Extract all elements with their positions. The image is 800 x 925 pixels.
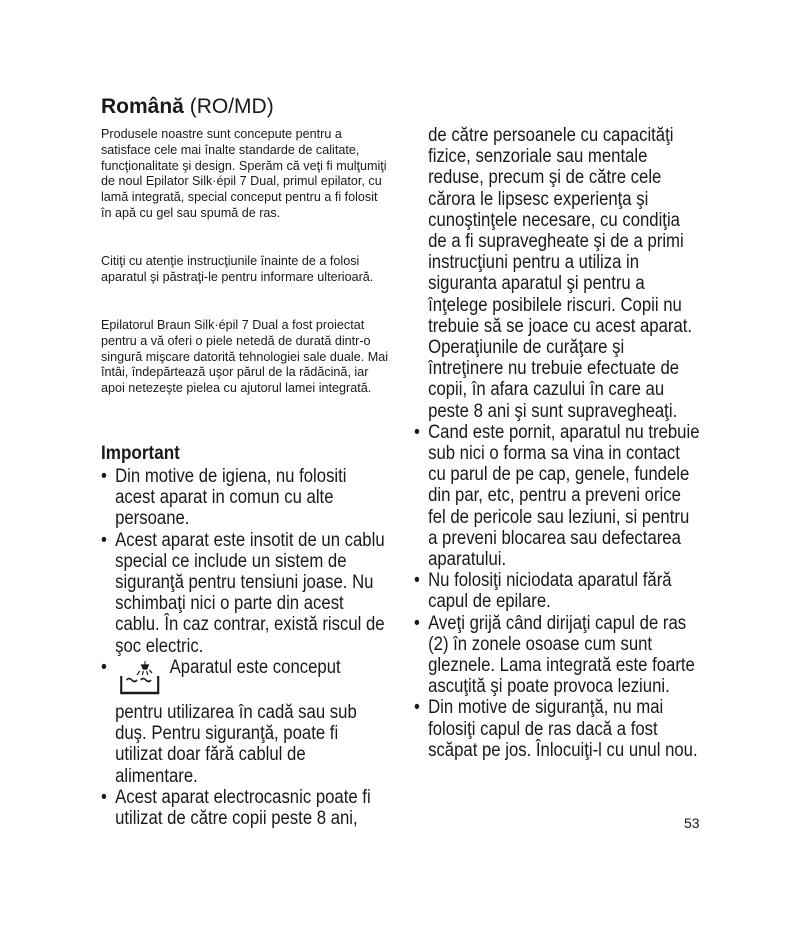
list-item: • Aveţi grijă când dirijaţi capul de ras (2) în zonele osoase cum sunt gleznele. Lama integrată este foarte ascuţită şi poate provoca leziuni. xyxy=(414,612,695,698)
list-item: • Nu folosiţi niciodata aparatul fără capul de epilare. xyxy=(414,570,672,613)
page-title: Română (RO/MD) xyxy=(101,95,274,118)
list-item-continued: de către persoanele cu capacităţi fizice, senzoriale sau mentale reduse, precum şi de către cele cărora le lipsesc experienţa şi cunoştinţele necesare, cu condiţia de a fi supravegheate şi de a primi instrucţiuni pentru a utiliza in siguranta aparatul şi pentru a înţelege posibilele riscuri. Copii nu trebuie să se joace cu acest aparat. Operaţiunile de curăţare şi întreţinere nu trebuie efectuate de copii, în afara cazului în care au peste 8 ani şi sunt supravegheaţi. xyxy=(428,125,693,422)
list-item: • Aparatul este conceput pentru utilizarea în cadă sau sub duş. Pentru siguranţă, poate fi utilizat doar fără cablul de alimentare. xyxy=(101,656,357,787)
list-item: • Acest aparat electrocasnic poate fi utilizat de către copii peste 8 ani, xyxy=(101,786,371,830)
list-item: • Din motive de igiena, nu folositi acest aparat in comun cu alte persoane. xyxy=(101,466,347,530)
intro-paragraph-2: Citiţi cu atenţie instrucţiunile înainte de a folosi aparatul şi păstraţi-le pentru informare ulterioară. xyxy=(101,254,374,284)
important-list-column-2 xyxy=(414,125,701,761)
list-item: • Din motive de siguranţă, nu mai folosiţi capul de ras dacă a fost scăpat pe jos. Înlocuiţi-l cu unul nou. xyxy=(414,697,698,761)
list-item: • Acest aparat este insotit de un cablu special ce include un sistem de siguranţă pentru tensiuni joase. Nu schimbaţi nici o parte din acest cablu. În caz contrar, există riscul de şoc electric. xyxy=(101,529,385,657)
list-item: • Cand este pornit, aparatul nu trebuie sub nici o forma sa vina in contact cu parul de pe cap, genele, fundele din par, etc, pentru a preveni orice fel de pericole sau leziuni, si pentru a preveni blocarea sau defectarea aparatului. xyxy=(414,421,700,571)
intro-paragraph-3: Epilatorul Braun Silk·épil 7 Dual a fost proiectat pentru a vă oferi o piele netedă de durată dintr-o singură mişcare datorită tehnologiei sale duale. Mai întâi, îndepărtează uşor părul de la rădăcină, iar apoi netezeşte pielea cu ajutorul lamei integrată. xyxy=(101,318,389,396)
important-heading: Important xyxy=(101,443,180,464)
page-number: 53 xyxy=(684,815,700,831)
bath-shower-icon xyxy=(119,659,161,702)
intro-paragraph-1: Produsele noastre sunt concepute pentru a satisface cele mai înalte standarde de calitate, funcţionalitate şi design. Sperăm că veţi fi mulţumiţi de noul Epilator Silk·épil 7 Dual, primul epilator, cu lamă integrată, special conceput pentru a fi folosit în apă cu gel sau spumă de ras. xyxy=(101,127,387,220)
important-list-column-1 xyxy=(101,466,388,829)
